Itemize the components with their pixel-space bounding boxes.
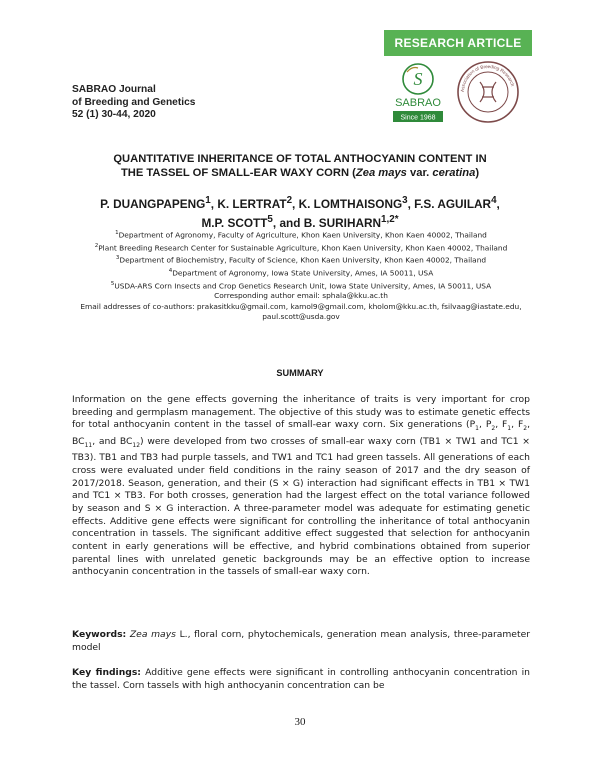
author-sep: , and bbox=[272, 215, 304, 230]
affiliation-sup: 5 bbox=[110, 280, 115, 287]
society-seal-logo bbox=[456, 60, 520, 124]
summary-text: , P bbox=[479, 419, 492, 431]
summary-text: , F bbox=[495, 419, 508, 431]
affiliation bbox=[66, 266, 536, 279]
author-name: B. SURIHARN bbox=[303, 215, 382, 230]
sabrao-logo bbox=[392, 62, 444, 122]
summary-text: , and BC bbox=[92, 435, 133, 447]
author-sep: , bbox=[496, 196, 500, 211]
title-line-2 bbox=[60, 166, 540, 180]
title-var: var. bbox=[406, 167, 433, 179]
key-findings-text: Additive gene effects were significant in controlling anthocyanin concentration in the tassel. Corn tassels with high anthocyanin concentration can be bbox=[72, 667, 530, 691]
title-species: Zea mays bbox=[355, 167, 407, 179]
affiliation-sup: 1 bbox=[115, 230, 119, 236]
title-line-1: QUANTITATIVE INHERITANCE OF TOTAL ANTHOCYANIN CONTENT IN bbox=[113, 153, 487, 165]
affiliation bbox=[66, 241, 536, 254]
affiliation-text: Department of Agronomy, Iowa State University, Ames, IA 50011, USA bbox=[172, 268, 434, 278]
subscript: 2 bbox=[491, 425, 496, 433]
subscript: 2 bbox=[523, 425, 528, 433]
title-line-2-pre: THE TASSEL OF SMALL-EAR WAXY CORN ( bbox=[120, 167, 356, 179]
journal-subtitle-line: of Breeding and Genetics bbox=[72, 96, 196, 108]
keywords-text: L., floral corn, phytochemicals, generation mean analysis, three-parameter model bbox=[72, 629, 530, 653]
author-name: P. DUANGPAPENG bbox=[100, 196, 206, 211]
page-number: 30 bbox=[294, 716, 306, 728]
summary-text: , BC bbox=[72, 419, 530, 447]
subscript: 12 bbox=[132, 441, 141, 449]
seal-outer-ring bbox=[458, 62, 518, 122]
author-sep: , bbox=[407, 196, 415, 211]
author-sup: 5 bbox=[267, 213, 273, 225]
journal-name-line: SABRAO Journal bbox=[72, 84, 156, 95]
author-sup: 2 bbox=[286, 195, 293, 206]
affiliation bbox=[66, 253, 536, 266]
coauthor-emails: Email addresses of co-authors: prakasitkku@gmail.com, kamol9@gmail.com, kholom@kku.ac.th, fsilvaag@iastate.edu, paul.scott@usda.gov bbox=[80, 301, 522, 321]
author bbox=[299, 197, 415, 211]
affiliation-text: USDA-ARS Corn Insects and Crop Genetics Research Unit, Iowa State University, Ames, IA 50011, USA bbox=[114, 281, 492, 291]
keywords-species: Zea mays bbox=[129, 629, 176, 640]
subscript: 11 bbox=[84, 441, 93, 449]
author-sep: , bbox=[210, 196, 218, 211]
author bbox=[414, 197, 500, 211]
keywords-label: Keywords: bbox=[72, 629, 127, 640]
affiliation-text: Plant Breeding Research Center for Sustainable Agriculture, Khon Kaen University, Khon Kaen 40002, Thailand bbox=[98, 243, 508, 253]
author-name: K. LERTRAT bbox=[217, 196, 287, 211]
subscript: 1 bbox=[507, 425, 512, 433]
summary-text: Information on the gene effects governing the inheritance of traits is very important for crop breeding and germplasm management. The objective of this study was to estimate genetic effects for total anthocyanin content in the tassel of small-ear waxy corn. Six generations (P bbox=[72, 394, 530, 431]
summary-text: , F bbox=[511, 419, 524, 431]
seal-text-path: Association of Breeding Research bbox=[459, 63, 516, 93]
author bbox=[217, 197, 298, 211]
key-findings-paragraph bbox=[72, 667, 530, 692]
summary-text: ) were developed from two crosses of small-ear waxy corn (TB1 × TW1 and TC1 × TB3). TB1 and TB3 had purple tassels, and TW1 and TC1 had green tassels. All generations of each cross were evaluated under field conditions in the rainy season of 2017 and the dry season of 2017/2018. Season, generation, and their (S × G) interaction had significant effects in TB1 × TW1 and TC1 × TB3. For both crosses, generation had the largest effect on the total variance followed by season and S × G interaction. A three-parameter model was adequate for estimating genetic effects. Additive gene effects were significant for controlling the inheritance of total anthocyanin concentration in tassels. The significant additive effect suggested that selection for anthocyanin content in early generations will be effective, and hybrid combinations obtained from superior parental lines with unrelated genetic backgrounds may be an effective option to increase anthocyanin concentration in the tassels of small-ear waxy corn. bbox=[72, 435, 530, 578]
seal-dna-icon bbox=[480, 82, 496, 102]
affiliation bbox=[66, 279, 536, 292]
author-sup: 4 bbox=[491, 195, 497, 206]
author-name: F.S. AGUILAR bbox=[414, 196, 492, 211]
affiliation-sup: 4 bbox=[168, 268, 173, 275]
title-variety: ceratina bbox=[432, 167, 476, 179]
affiliation-text: Department of Biochemistry, Faculty of Science, Khon Kaen University, Khon Kaen 40002, Thailand bbox=[119, 255, 487, 265]
title-close: ) bbox=[475, 167, 480, 179]
sabrao-logo-glyph: S bbox=[413, 69, 423, 89]
seal-inner-ring bbox=[468, 72, 508, 112]
sabrao-logo-since: Since 1968 bbox=[400, 114, 436, 122]
author-sup: 1 bbox=[205, 195, 211, 206]
research-article-badge: RESEARCH ARTICLE bbox=[384, 30, 532, 56]
author bbox=[100, 197, 217, 211]
affiliation-text: Department of Agronomy, Faculty of Agriculture, Khon Kaen University, Khon Kaen 40002, Thailand bbox=[118, 230, 487, 240]
key-findings-label: Key findings: bbox=[72, 667, 141, 678]
corresponding-author: Corresponding author email: sphala@kku.ac.th bbox=[214, 291, 388, 301]
affiliation bbox=[66, 228, 536, 241]
affiliation-sup: 2 bbox=[94, 242, 99, 249]
affiliations bbox=[66, 228, 536, 322]
author-list bbox=[60, 193, 540, 231]
summary-paragraph bbox=[72, 394, 530, 579]
author-sup: 3 bbox=[402, 195, 408, 206]
article-title bbox=[60, 152, 540, 180]
journal-citation bbox=[72, 84, 195, 122]
summary-heading: SUMMARY bbox=[276, 368, 324, 378]
author-name: M.P. SCOTT bbox=[201, 215, 268, 230]
subscript: 1 bbox=[475, 425, 479, 433]
author-sup: 1,2* bbox=[381, 213, 399, 225]
affiliation-sup: 3 bbox=[115, 255, 120, 262]
author-name: K. LOMTHAISONG bbox=[298, 196, 403, 211]
sabrao-logo-wordmark: SABRAO bbox=[395, 97, 441, 109]
keywords-paragraph bbox=[72, 629, 530, 654]
journal-volume-line: 52 (1) 30-44, 2020 bbox=[72, 109, 156, 120]
author-sep: , bbox=[292, 196, 299, 211]
